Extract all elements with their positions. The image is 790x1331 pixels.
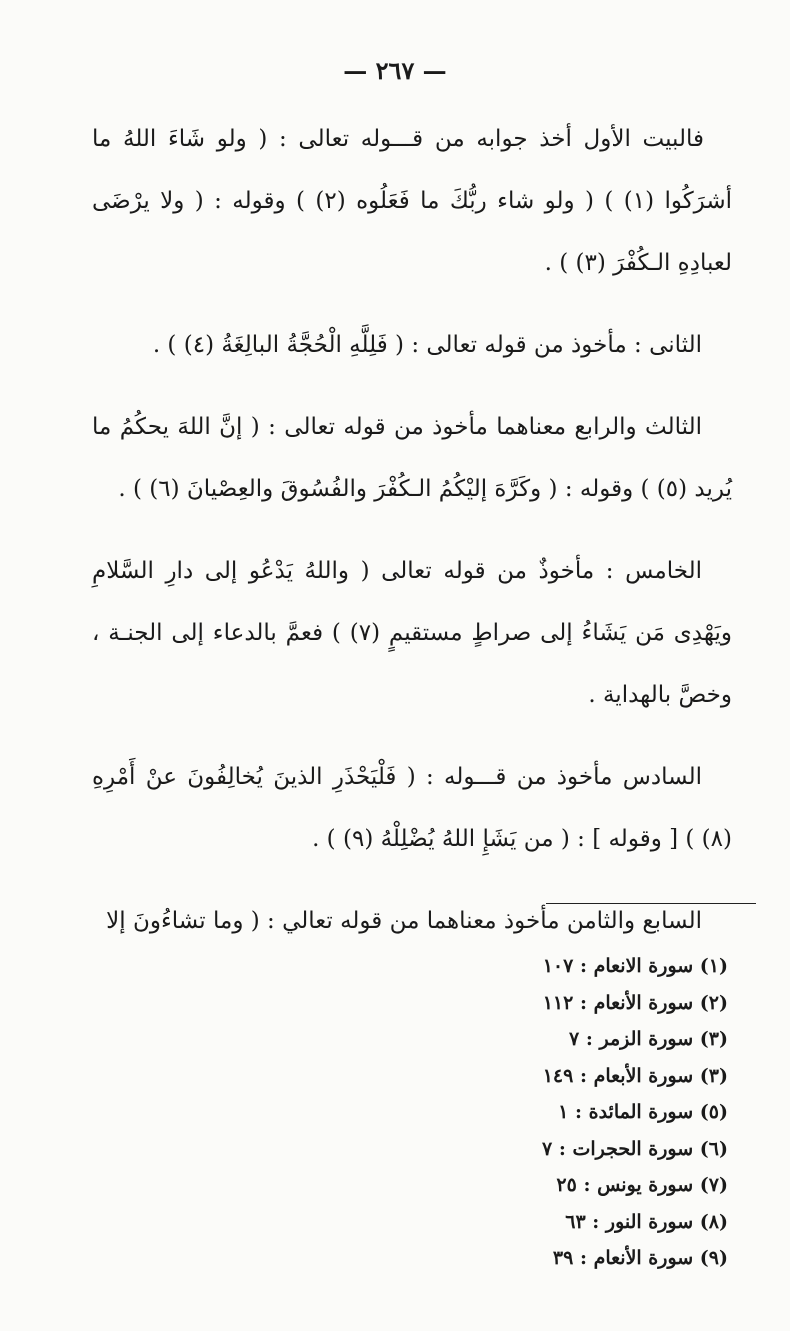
paragraph-4: الخامس : مأخوذٌ من قوله تعالى ( واللهُ يَدْعُو إلى دارِ السَّلامِ ويَهْدِى مَن يَشَاءُ إلى صراطٍ مستقيمٍ (٧) ) فعمَّ بالدعاء إلى الجنـة ، وخصَّ بالهداية . [92,558,732,708]
footnote-4: (٣) سورة الأبعام : ١٤٩ [542,1064,728,1087]
page-number: — ٢٦٧ — [343,56,447,85]
footnote-8: (٨) سورة النور : ٦٣ [565,1210,728,1233]
footnote-2: (٢) سورة الأنعام : ١١٢ [542,991,728,1014]
footnote-6: (٦) سورة الحجرات : ٧ [541,1137,728,1160]
paragraph-3: الثالث والرابع معناهما مأخوذ من قوله تعالى : ( إنَّ اللهَ يحكُمُ ما يُريد (٥) ) وقوله : ( وكَرَّهَ إليْكُمُ الـكُفْرَ والفُسُوقَ والعِصْيانَ (٦) ) . [92,414,732,502]
footnote-1: (١) سورة الانعام : ١٠٧ [542,955,728,977]
footnote-7: (٧) سورة يونس : ٢٥ [556,1174,728,1196]
footnote-divider [546,903,756,904]
footnote-9: (٩) سورة الأنعام : ٣٩ [552,1247,728,1269]
paragraph-6: السابع والثامن مأخوذ معناهما من قوله تعالي : ( وما تشاءُونَ إلا [106,908,702,934]
paragraph-5: السادس مأخوذ من قـــوله : ( فَلْيَحْذَرِ الذينَ يُخالِفُونَ عنْ أَمْرِهِ (٨) ) [ وقوله ] : ( من يَشَإِ اللهُ يُضْلِلْهُ (٩) ) . [92,764,732,852]
main-text [92,108,732,972]
footnote-3: (٣) سورة الزمر : ٧ [569,1028,728,1050]
paragraph-1: فالبيت الأول أخذ جوابه من قـــوله تعالى : ( ولو شَاءَ اللهُ ما أشرَكُوا (١) ) ( ولو شاء ربُّكَ ما فَعَلُوه (٢) ) وقوله : ( ولا يرْضَى لعبادِهِ الـكُفْرَ (٣) ) . [92,126,733,276]
footnotes [508,948,728,1277]
footnote-5: (٥) سورة المائدة : ١ [558,1101,728,1123]
paragraph-2: الثانى : مأخوذ من قوله تعالى : ( فَلِلَّهِ الْحُجَّةُ البالِغَةُ (٤) ) . [152,332,702,358]
